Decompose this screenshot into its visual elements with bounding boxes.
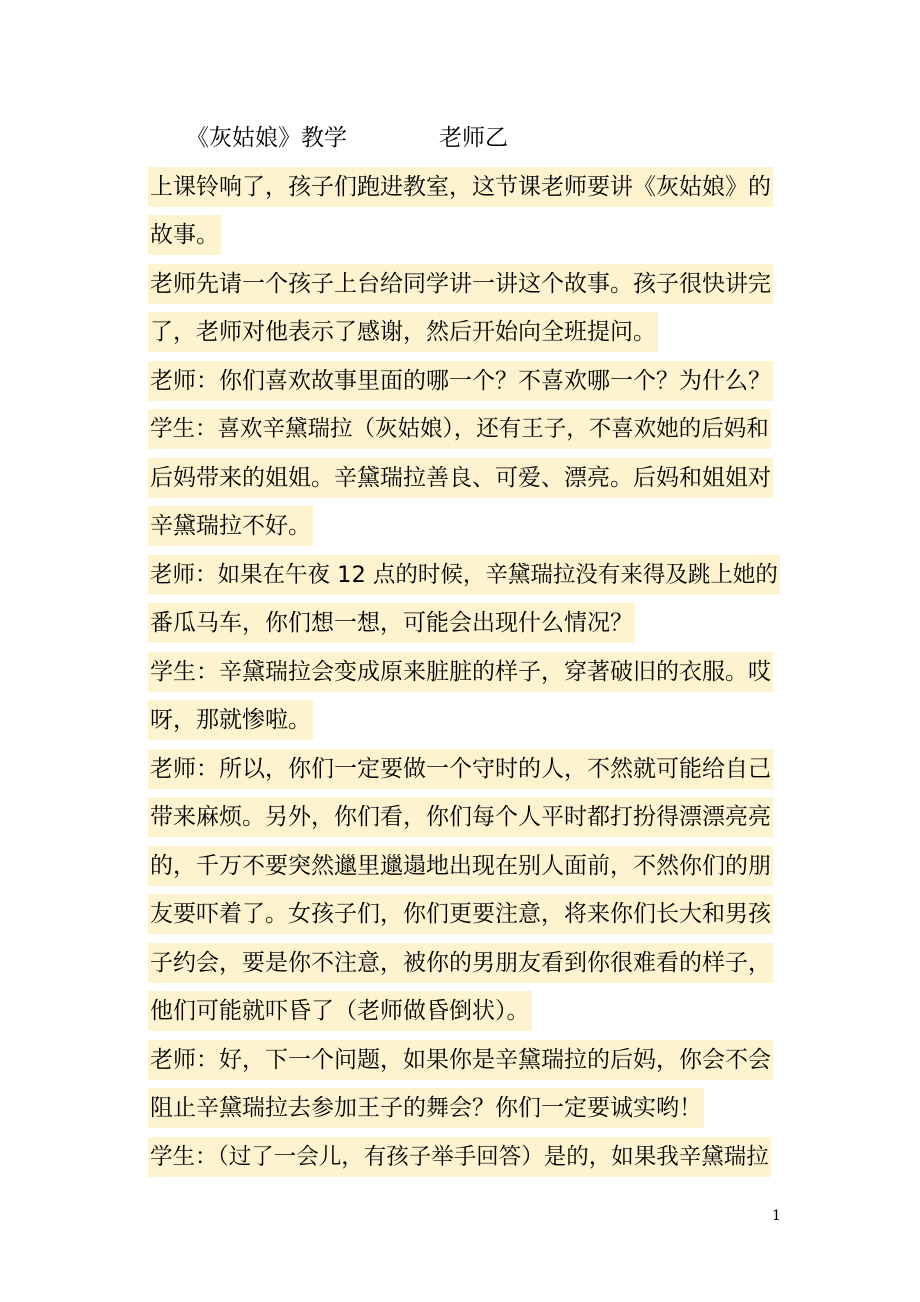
text-line: 友要吓着了。女孩子们，你们更要注意，将来你们长大和男孩 bbox=[148, 894, 773, 934]
text-line: 学生：（过了一会儿，有孩子举手回答）是的，如果我辛黛瑞拉 bbox=[148, 1137, 771, 1177]
text-line: 的，千万不要突然邋里邋遢地出现在别人面前，不然你们的朋 bbox=[148, 846, 773, 886]
page-number: 1 bbox=[772, 1208, 781, 1224]
text-line: 辛黛瑞拉不好。 bbox=[148, 506, 313, 546]
text-line: 故事。 bbox=[148, 215, 221, 255]
text-line: 后妈带来的姐姐。辛黛瑞拉善良、可爱、漂亮。后妈和姐姐对 bbox=[148, 458, 773, 498]
text-line: 了，老师对他表示了感谢，然后开始向全班提问。 bbox=[148, 312, 658, 352]
text-line: 老师：如果在午夜 12 点的时候，辛黛瑞拉没有来得及跳上她的 bbox=[148, 555, 780, 595]
text-line: 阻止辛黛瑞拉去参加王子的舞会？你们一定要诚实哟！ bbox=[148, 1088, 704, 1128]
text-line: 老师先请一个孩子上台给同学讲一讲这个故事。孩子很快讲完 bbox=[148, 264, 773, 304]
text-line: 老师：所以，你们一定要做一个守时的人，不然就可能给自己 bbox=[148, 749, 773, 789]
title-line bbox=[186, 118, 508, 158]
text-line: 上课铃响了，孩子们跑进教室，这节课老师要讲《灰姑娘》的 bbox=[148, 167, 773, 207]
text-line: 子约会，要是你不注意，被你的男朋友看到你很难看的样子， bbox=[148, 943, 773, 983]
document-author: 老师乙 bbox=[439, 125, 508, 151]
text-line: 他们可能就吓昏了（老师做昏倒状）。 bbox=[148, 991, 532, 1031]
text-line: 带来麻烦。另外，你们看，你们每个人平时都打扮得漂漂亮亮 bbox=[148, 797, 773, 837]
text-line: 老师：好，下一个问题，如果你是辛黛瑞拉的后妈，你会不会 bbox=[148, 1040, 773, 1080]
document-title: 《灰姑娘》教学 bbox=[186, 125, 347, 151]
text-line: 呀，那就惨啦。 bbox=[148, 700, 313, 740]
text-line: 学生：喜欢辛黛瑞拉（灰姑娘），还有王子，不喜欢她的后妈和 bbox=[148, 409, 771, 449]
text-line: 学生：辛黛瑞拉会变成原来脏脏的样子，穿著破旧的衣服。哎 bbox=[148, 652, 773, 692]
text-line: 老师：你们喜欢故事里面的哪一个？不喜欢哪一个？为什么？ bbox=[148, 361, 773, 401]
text-line: 番瓜马车，你们想一想，可能会出现什么情况？ bbox=[148, 603, 635, 643]
